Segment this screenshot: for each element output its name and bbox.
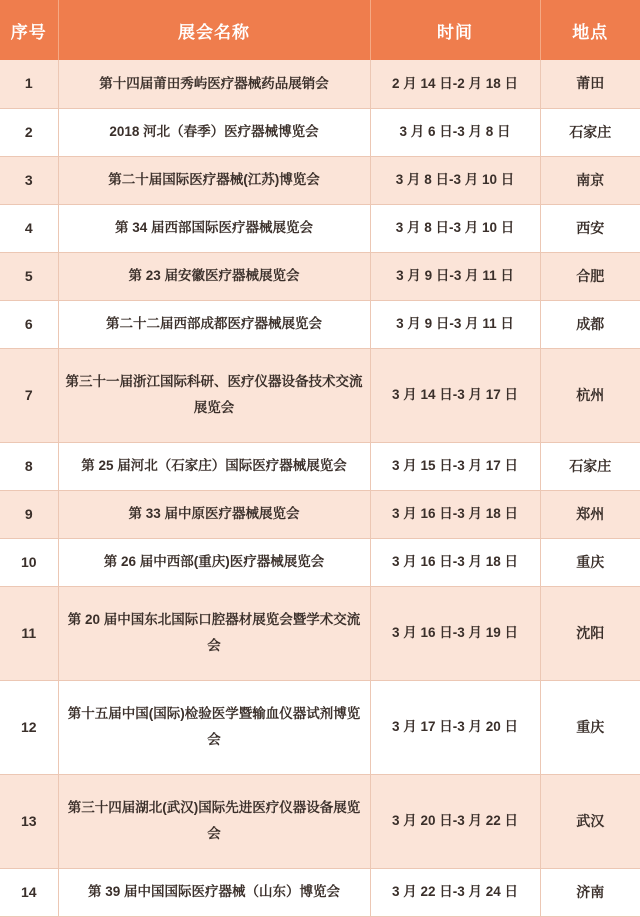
cell-location: 郑州 xyxy=(540,490,640,538)
cell-location: 石家庄 xyxy=(540,442,640,490)
cell-date-range: 3 月 15 日-3 月 17 日 xyxy=(370,442,540,490)
table-row xyxy=(0,680,640,774)
cell-location: 莆田 xyxy=(540,60,640,108)
cell-no: 12 xyxy=(0,680,58,774)
table-row xyxy=(0,348,640,442)
cell-no: 9 xyxy=(0,490,58,538)
table-row xyxy=(0,774,640,868)
cell-date-range: 3 月 6 日-3 月 8 日 xyxy=(370,108,540,156)
cell-location: 杭州 xyxy=(540,348,640,442)
cell-location: 重庆 xyxy=(540,538,640,586)
cell-location: 石家庄 xyxy=(540,108,640,156)
cell-date-range: 2 月 14 日-2 月 18 日 xyxy=(370,60,540,108)
cell-location: 南京 xyxy=(540,156,640,204)
cell-location: 西安 xyxy=(540,204,640,252)
table-row xyxy=(0,60,640,108)
cell-no: 10 xyxy=(0,538,58,586)
cell-location: 重庆 xyxy=(540,680,640,774)
table-row xyxy=(0,538,640,586)
cell-date-range: 3 月 8 日-3 月 10 日 xyxy=(370,156,540,204)
cell-date-range: 3 月 20 日-3 月 22 日 xyxy=(370,774,540,868)
cell-no: 13 xyxy=(0,774,58,868)
column-header-no: 序号 xyxy=(0,0,58,60)
table-row xyxy=(0,156,640,204)
table-row xyxy=(0,442,640,490)
cell-exhibition-name: 第三十四届湖北(武汉)国际先进医疗仪器设备展览会 xyxy=(58,774,370,868)
cell-exhibition-name: 第三十一届浙江国际科研、医疗仪器设备技术交流展览会 xyxy=(58,348,370,442)
cell-exhibition-name: 第十四届莆田秀屿医疗器械药品展销会 xyxy=(58,60,370,108)
cell-date-range: 3 月 9 日-3 月 11 日 xyxy=(370,300,540,348)
cell-no: 2 xyxy=(0,108,58,156)
cell-no: 3 xyxy=(0,156,58,204)
cell-date-range: 3 月 8 日-3 月 10 日 xyxy=(370,204,540,252)
table-row xyxy=(0,108,640,156)
cell-no: 14 xyxy=(0,868,58,916)
cell-no: 6 xyxy=(0,300,58,348)
table-row xyxy=(0,300,640,348)
cell-no: 8 xyxy=(0,442,58,490)
cell-date-range: 3 月 22 日-3 月 24 日 xyxy=(370,868,540,916)
cell-no: 4 xyxy=(0,204,58,252)
cell-no: 7 xyxy=(0,348,58,442)
cell-exhibition-name: 第 20 届中国东北国际口腔器材展览会暨学术交流会 xyxy=(58,586,370,680)
cell-exhibition-name: 第二十二届西部成都医疗器械展览会 xyxy=(58,300,370,348)
cell-date-range: 3 月 17 日-3 月 20 日 xyxy=(370,680,540,774)
cell-date-range: 3 月 9 日-3 月 11 日 xyxy=(370,252,540,300)
cell-exhibition-name: 第十五届中国(国际)检验医学暨输血仪器试剂博览会 xyxy=(58,680,370,774)
table-row xyxy=(0,868,640,916)
cell-date-range: 3 月 16 日-3 月 18 日 xyxy=(370,538,540,586)
column-header-name: 展会名称 xyxy=(58,0,370,60)
cell-exhibition-name: 第 39 届中国国际医疗器械（山东）博览会 xyxy=(58,868,370,916)
cell-location: 沈阳 xyxy=(540,586,640,680)
cell-exhibition-name: 第 23 届安徽医疗器械展览会 xyxy=(58,252,370,300)
cell-location: 成都 xyxy=(540,300,640,348)
table-row xyxy=(0,586,640,680)
cell-location: 武汉 xyxy=(540,774,640,868)
table-body xyxy=(0,60,640,916)
cell-exhibition-name: 2018 河北（春季）医疗器械博览会 xyxy=(58,108,370,156)
cell-date-range: 3 月 16 日-3 月 19 日 xyxy=(370,586,540,680)
cell-date-range: 3 月 16 日-3 月 18 日 xyxy=(370,490,540,538)
table-header-row xyxy=(0,0,640,60)
cell-exhibition-name: 第 25 届河北（石家庄）国际医疗器械展览会 xyxy=(58,442,370,490)
table-row xyxy=(0,204,640,252)
cell-no: 1 xyxy=(0,60,58,108)
cell-exhibition-name: 第 26 届中西部(重庆)医疗器械展览会 xyxy=(58,538,370,586)
column-header-place: 地点 xyxy=(540,0,640,60)
table-row xyxy=(0,252,640,300)
cell-exhibition-name: 第 33 届中原医疗器械展览会 xyxy=(58,490,370,538)
cell-no: 5 xyxy=(0,252,58,300)
table-header xyxy=(0,0,640,60)
column-header-time: 时间 xyxy=(370,0,540,60)
table-row xyxy=(0,490,640,538)
cell-location: 济南 xyxy=(540,868,640,916)
cell-location: 合肥 xyxy=(540,252,640,300)
cell-exhibition-name: 第 34 届西部国际医疗器械展览会 xyxy=(58,204,370,252)
cell-no: 11 xyxy=(0,586,58,680)
cell-date-range: 3 月 14 日-3 月 17 日 xyxy=(370,348,540,442)
cell-exhibition-name: 第二十届国际医疗器械(江苏)博览会 xyxy=(58,156,370,204)
